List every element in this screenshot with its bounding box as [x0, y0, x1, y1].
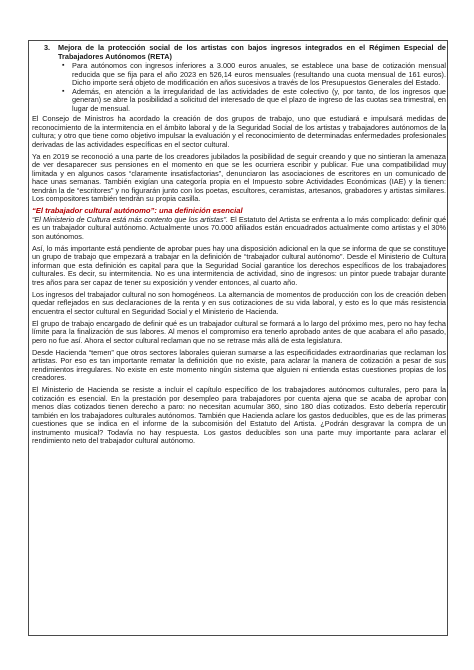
paragraph-hacienda-resists: El Ministerio de Hacienda se resiste a incluir el capítulo específico de los trabajadores autónomos culturales, pero para la cotización es esencial. En la prestación por desempleo para trabajadores por cuenta ajena que se acaba de aprobar con menos días cotizados tienen derecho a paro: no necesitan acumular 360, sino 180 días cotizados. Esto debería repercutir también en los trabajadores culturales autónomos. También que Hacienda aclare los gastos deducibles, que es de las primeras cuestiones que se indica en el informe de la subcomisión del Estatuto del Artista. ¿Podrán desgravar la compra de un instrumento musical? Todavía no hay respuesta. Los gastos deducibles son una parte muy importante para aclarar el rendimiento neto del trabajador cultural autónomo. — [32, 385, 446, 445]
paragraph-hacienda-fear: Desde Hacienda “temen” que otros sectores laborales quieran sumarse a las especificidades extraordinarias que reclaman los artistas. Por eso es tan importante rematar la definición que no existe, para aclarar la manera de cotización a pesar de sus rendimientos irregulares. No existe en este momento ningún sistema que alguien ni entienda estas cuestiones propias de los creadores. — [32, 347, 446, 382]
intro-quote: “El Ministerio de Cultura está más contento que los artistas”. — [32, 214, 229, 224]
list-item — [62, 62, 446, 88]
paragraph-working-group: El grupo de trabajo encargado de definir qué es un trabajador cultural se formará a lo largo del próximo mes, pero no hay fecha límite para la finalización de sus labores. Al menos el compromiso era tenerlo aprobado antes de que acabara el año pasado, pero no fue así. Ahora el sector cultural reclaman que no se retrase más allá de esta legislatura. — [32, 318, 446, 345]
square-bullet-icon: ▪ — [62, 87, 65, 95]
item-heading-text: Mejora de la protección social de los artistas con bajos ingresos integrados en el Régimen Especial de Trabajadores Autónomos (RETA) — [58, 43, 446, 61]
document-content — [32, 44, 446, 446]
square-bullet-icon: ▪ — [62, 62, 65, 69]
bullet-text: Para autónomos con ingresos inferiores a 3.000 euros anuales, se establece una base de cotización mensual reducida que se fija para el año 2023 en 526,14 euros mensuales (resultando una cuota mensual de 161 euros). Dicho importe será objeto de modificación en años sucesivos a través de los Presupuestos Generales del Estado. — [72, 61, 446, 87]
paragraph-working-groups: El Consejo de Ministros ha acordado la creación de dos grupos de trabajo, uno que estudiará e impulsará medidas de reconocimiento de la intermitencia en el ámbito laboral y de la Seguridad Social de los artistas y trabajadores autónomos de la cultura; y otro que tiene como objetivo impulsar la evaluación y el reconocimiento de determinadas enfermedades profesionales derivadas de las actividades específicas en el sector cultural. — [32, 114, 446, 149]
paragraph-2019-pensions: Ya en 2019 se reconoció a una parte de los creadores jubilados la posibilidad de seguir creando y que no sintieran la amenaza de ver desaparecer sus pensiones en el momento en que se les ocurriera escribir y publicar. Fue una compatibilidad muy limitada y en algunos casos “claramente insatisfactorias”, denunciaron las asociaciones de escritores en un comunicado de hace unas semanas. También exigían una categoría propia en el Impuesto sobre Actividades Económicas (IAE) y la tienen: tendrán la de “escritores” y no figurarán junto con los poetas, escultores, ceramistas, artesanos, grabadores y artistas similares. Los compositores también tendrán su propia casilla. — [32, 151, 446, 203]
item-3-bullets — [62, 62, 446, 113]
paragraph-definition: Así, lo más importante está pendiente de aprobar pues hay una disposición adicional en la que se informa de que se constituye un grupo de trabajo que empezará a trabajar en la definición de “trabajador cultural autónomo”. Desde el Ministerio de Cultura informan que esta definición es capital para que la Seguridad Social garantice los derechos específicos de los trabajadores culturales. Es decir, su intermitencia. No es una intermitencia de actividad, sino de ingresos: un pintor puede trabajar durante tres años para ser capaz de tener su exposición y vender entonces, al cuarto año. — [32, 243, 446, 287]
intro-text: El Estatuto del Artista se enfrenta a lo más complicado: definir qué es un trabajador cultural autónomo. Actualmente unos 70.000 afiliados están encuadrados actualmente como artistas y el 30% son autónomos. — [32, 214, 446, 241]
list-item — [62, 88, 446, 114]
section-title: “El trabajador cultural autónomo”: una definición esencial — [32, 206, 243, 215]
paragraph-income: Los ingresos del trabajador cultural no son homogéneos. La alternancia de momentos de producción con los de creación deben quedar reflejados en sus declaraciones de la renta y en sus cotizaciones de su vida laboral, y esto es lo que más resistencia encuentra el sector cultural en Seguridad Social y el Ministerio de Hacienda. — [32, 289, 446, 316]
paragraph-section-intro — [32, 216, 446, 242]
item-number: 3. — [44, 43, 51, 52]
item-3-heading — [44, 44, 446, 61]
bullet-text: Además, en atención a la irregularidad de las actividades de este colectivo (y, por tanto, de los ingresos que generan) se abre la posibilidad a solicitud del interesado de que el plazo de ingreso de las cuotas sea trimestral, en lugar de mensual. — [72, 86, 446, 113]
